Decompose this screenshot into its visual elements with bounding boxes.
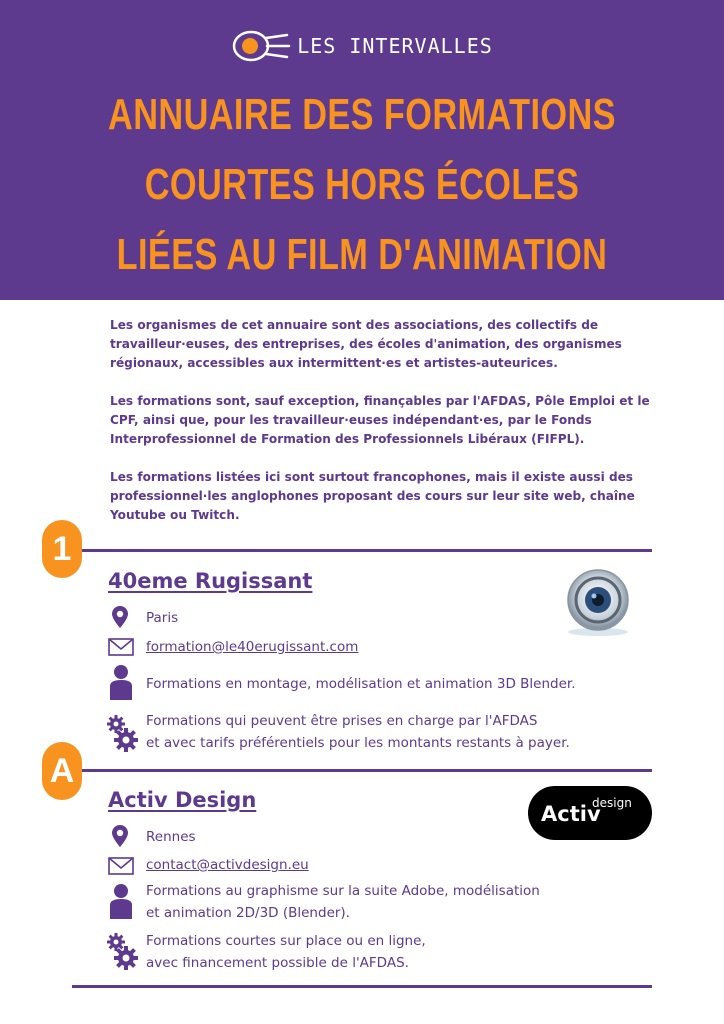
bottom-divider [72, 985, 652, 988]
comet-logo-icon [231, 26, 291, 66]
gears-icon [106, 714, 138, 752]
email-link[interactable]: contact@activdesign.eu [146, 857, 309, 873]
brand-logo [0, 26, 724, 66]
location-pin-icon [111, 606, 129, 628]
email-link[interactable]: formation@le40erugissant.com [146, 639, 359, 655]
funding-line-1: Formations courtes sur place ou en ligne, [146, 933, 426, 949]
header-banner [0, 0, 724, 300]
funding-line-1: Formations qui peuvent être prises en charge par l'AFDAS [146, 713, 538, 729]
email-envelope-icon [108, 857, 134, 875]
funding-line-2: avec financement possible de l'AFDAS. [146, 955, 409, 971]
description-line-2: et animation 2D/3D (Blender). [146, 905, 350, 921]
email-row [146, 854, 309, 876]
description-line-1: Formations au graphisme sur la suite Adobe, modélisation [146, 883, 540, 899]
logo-word-design: design [592, 796, 632, 810]
org-name-activ-design[interactable]: Activ Design [108, 788, 257, 812]
40eme-rugissant-logo-icon [562, 566, 634, 638]
intro-paragraph-1: Les organismes de cet annuaire sont des associations, des collectifs de travailleur·euses, des entreprises, des écoles d'animation, des organismes régionaux, accessibles aux intermittent·es et artistes-auteurices. [110, 318, 622, 370]
description-text: Formations en montage, modélisation et animation 3D Blender. [146, 676, 576, 692]
title-line-2: COURTES HORS ÉCOLES [144, 160, 580, 209]
funding-line-2: et avec tarifs préférentiels pour les montants restants à payer. [146, 735, 570, 751]
location-pin-icon [111, 825, 129, 847]
person-icon [108, 664, 134, 700]
org-name-40eme-rugissant[interactable]: 40eme Rugissant [108, 569, 313, 593]
activ-design-logo [528, 786, 652, 840]
section-badge-a: A [42, 742, 82, 800]
funding-text [146, 710, 570, 754]
section-divider [82, 549, 652, 552]
title-line-3: LIÉES AU FILM D'ANIMATION [116, 230, 608, 279]
brand-name: LES INTERVALLES [297, 34, 493, 58]
intro-text [110, 316, 650, 544]
intro-paragraph-2: Les formations sont, sauf exception, finançables par l'AFDAS, Pôle Emploi et le CPF, ainsi que, pour les travailleur·euses indépendant·es, par le Fonds Interprofessionnel de Formation des Professionnels Libéraux (FIFPL). [110, 394, 650, 446]
email-envelope-icon [108, 638, 134, 656]
section-badge-1: 1 [42, 520, 82, 578]
email-row [146, 636, 358, 658]
location-text: Rennes [146, 829, 196, 845]
person-icon [108, 883, 134, 919]
logo-word-activ: Activ [541, 802, 601, 826]
location-text: Paris [146, 610, 179, 626]
gears-icon [106, 932, 138, 970]
page-title [80, 80, 645, 290]
funding-text [146, 930, 426, 974]
title-line-1: ANNUAIRE DES FORMATIONS [108, 90, 616, 139]
section-divider [82, 769, 652, 772]
intro-paragraph-3: Les formations listées ici sont surtout francophones, mais il existe aussi des professionnel·les anglophones proposant des cours sur leur site web, chaîne Youtube ou Twitch. [110, 470, 635, 522]
description-text [146, 880, 540, 924]
